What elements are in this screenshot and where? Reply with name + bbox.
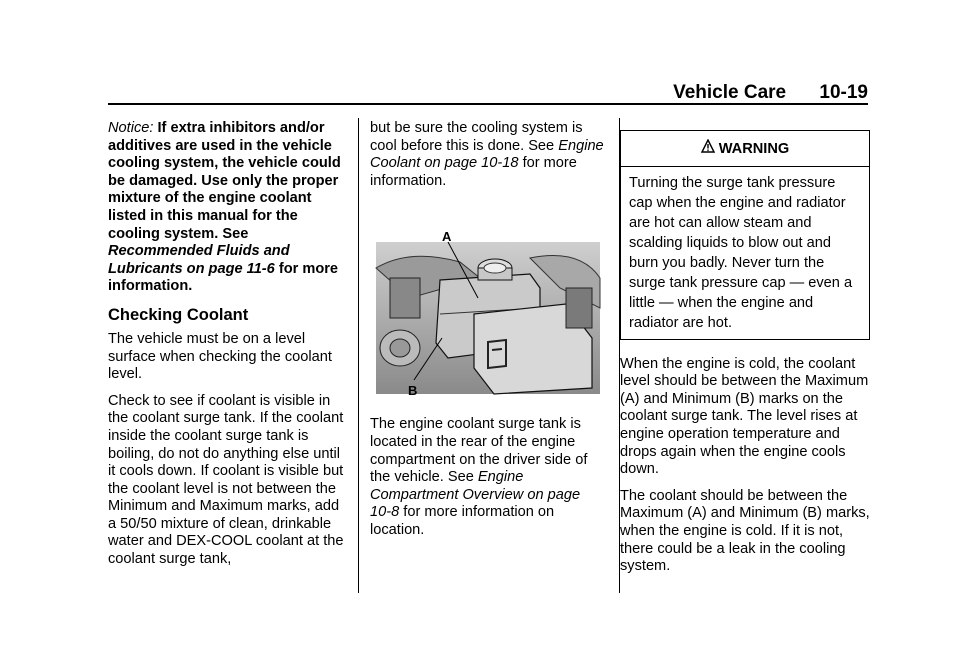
column-3 [620, 120, 870, 585]
paragraph-cool-system [370, 120, 605, 190]
page-header [108, 82, 868, 104]
warning-header [621, 131, 869, 167]
column-divider-1 [358, 118, 359, 593]
warning-title: WARNING [718, 141, 790, 157]
notice-text: If extra inhibitors and/or additives are used in the vehicle cooling system, the vehicle could be damaged. Use only the proper mixture of the engine coolant listed in this manual for the cooling system. See [108, 120, 341, 242]
page-number: 10-19 [819, 82, 868, 103]
column-1 [108, 120, 346, 578]
warning-text: Turning the surge tank pressure cap when the engine and radiator are hot can allow steam and scalding liquids to blow out and burn you badly. Never turn the surge tank pressure cap — even a little — when the engine and radiator are hot. [629, 174, 853, 331]
notice-paragraph [108, 120, 346, 296]
engine-compartment-reference: Engine Compartment Overview on page 10-8 [370, 469, 581, 521]
section-heading: Checking Coolant [108, 305, 249, 324]
engine-drawing [370, 218, 605, 398]
paragraph-leak: The coolant should be between the Maximum (A) and Minimum (B) marks, when the engine is cold. If it is not, there could be a leak in the cooling system. [620, 487, 870, 575]
engine-coolant-reference: Engine Coolant on page 10-18 [370, 137, 604, 172]
column-2 [370, 120, 605, 549]
paragraph-level-surface: The vehicle must be on a level surface when checking the coolant level. [108, 330, 332, 383]
text: for more information. [370, 155, 577, 189]
paragraph-check-coolant: Check to see if coolant is visible in the coolant surge tank. If the coolant inside the coolant surge tank is boiling, do not do anything else until it cools down. If coolant is visible but the coolant level is not between the Minimum and Maximum marks, add a 50/50 mixture of clean, drinkable water and DEX-COOL coolant at the coolant surge tank, [108, 392, 344, 568]
notice-label: Notice: [108, 120, 154, 136]
notice-end: for more information. [108, 260, 339, 295]
paragraph-cold-level: When the engine is cold, the coolant level should be between the Maximum (A) and Minimum (B) marks on the coolant surge tank. The level rises at engine operation temperature and drops again when the engine cools down. [620, 355, 869, 478]
warning-box [620, 130, 870, 340]
header-rule [108, 103, 868, 105]
section-title: Vehicle Care [673, 82, 787, 103]
label-maximum-a: A [442, 229, 452, 245]
label-minimum-b: B [408, 383, 418, 399]
notice-reference: Recommended Fluids and Lubricants on page 11-6 [108, 243, 290, 277]
text: for more information on location. [370, 504, 555, 538]
surge-tank-illustration [370, 218, 605, 398]
warning-icon [701, 139, 715, 159]
paragraph-tank-location [370, 416, 605, 539]
text: The engine coolant surge tank is located in the rear of the engine compartment on the driver side of the vehicle. See [370, 416, 588, 486]
text: but be sure the cooling system is cool before this is done. See [370, 120, 583, 154]
